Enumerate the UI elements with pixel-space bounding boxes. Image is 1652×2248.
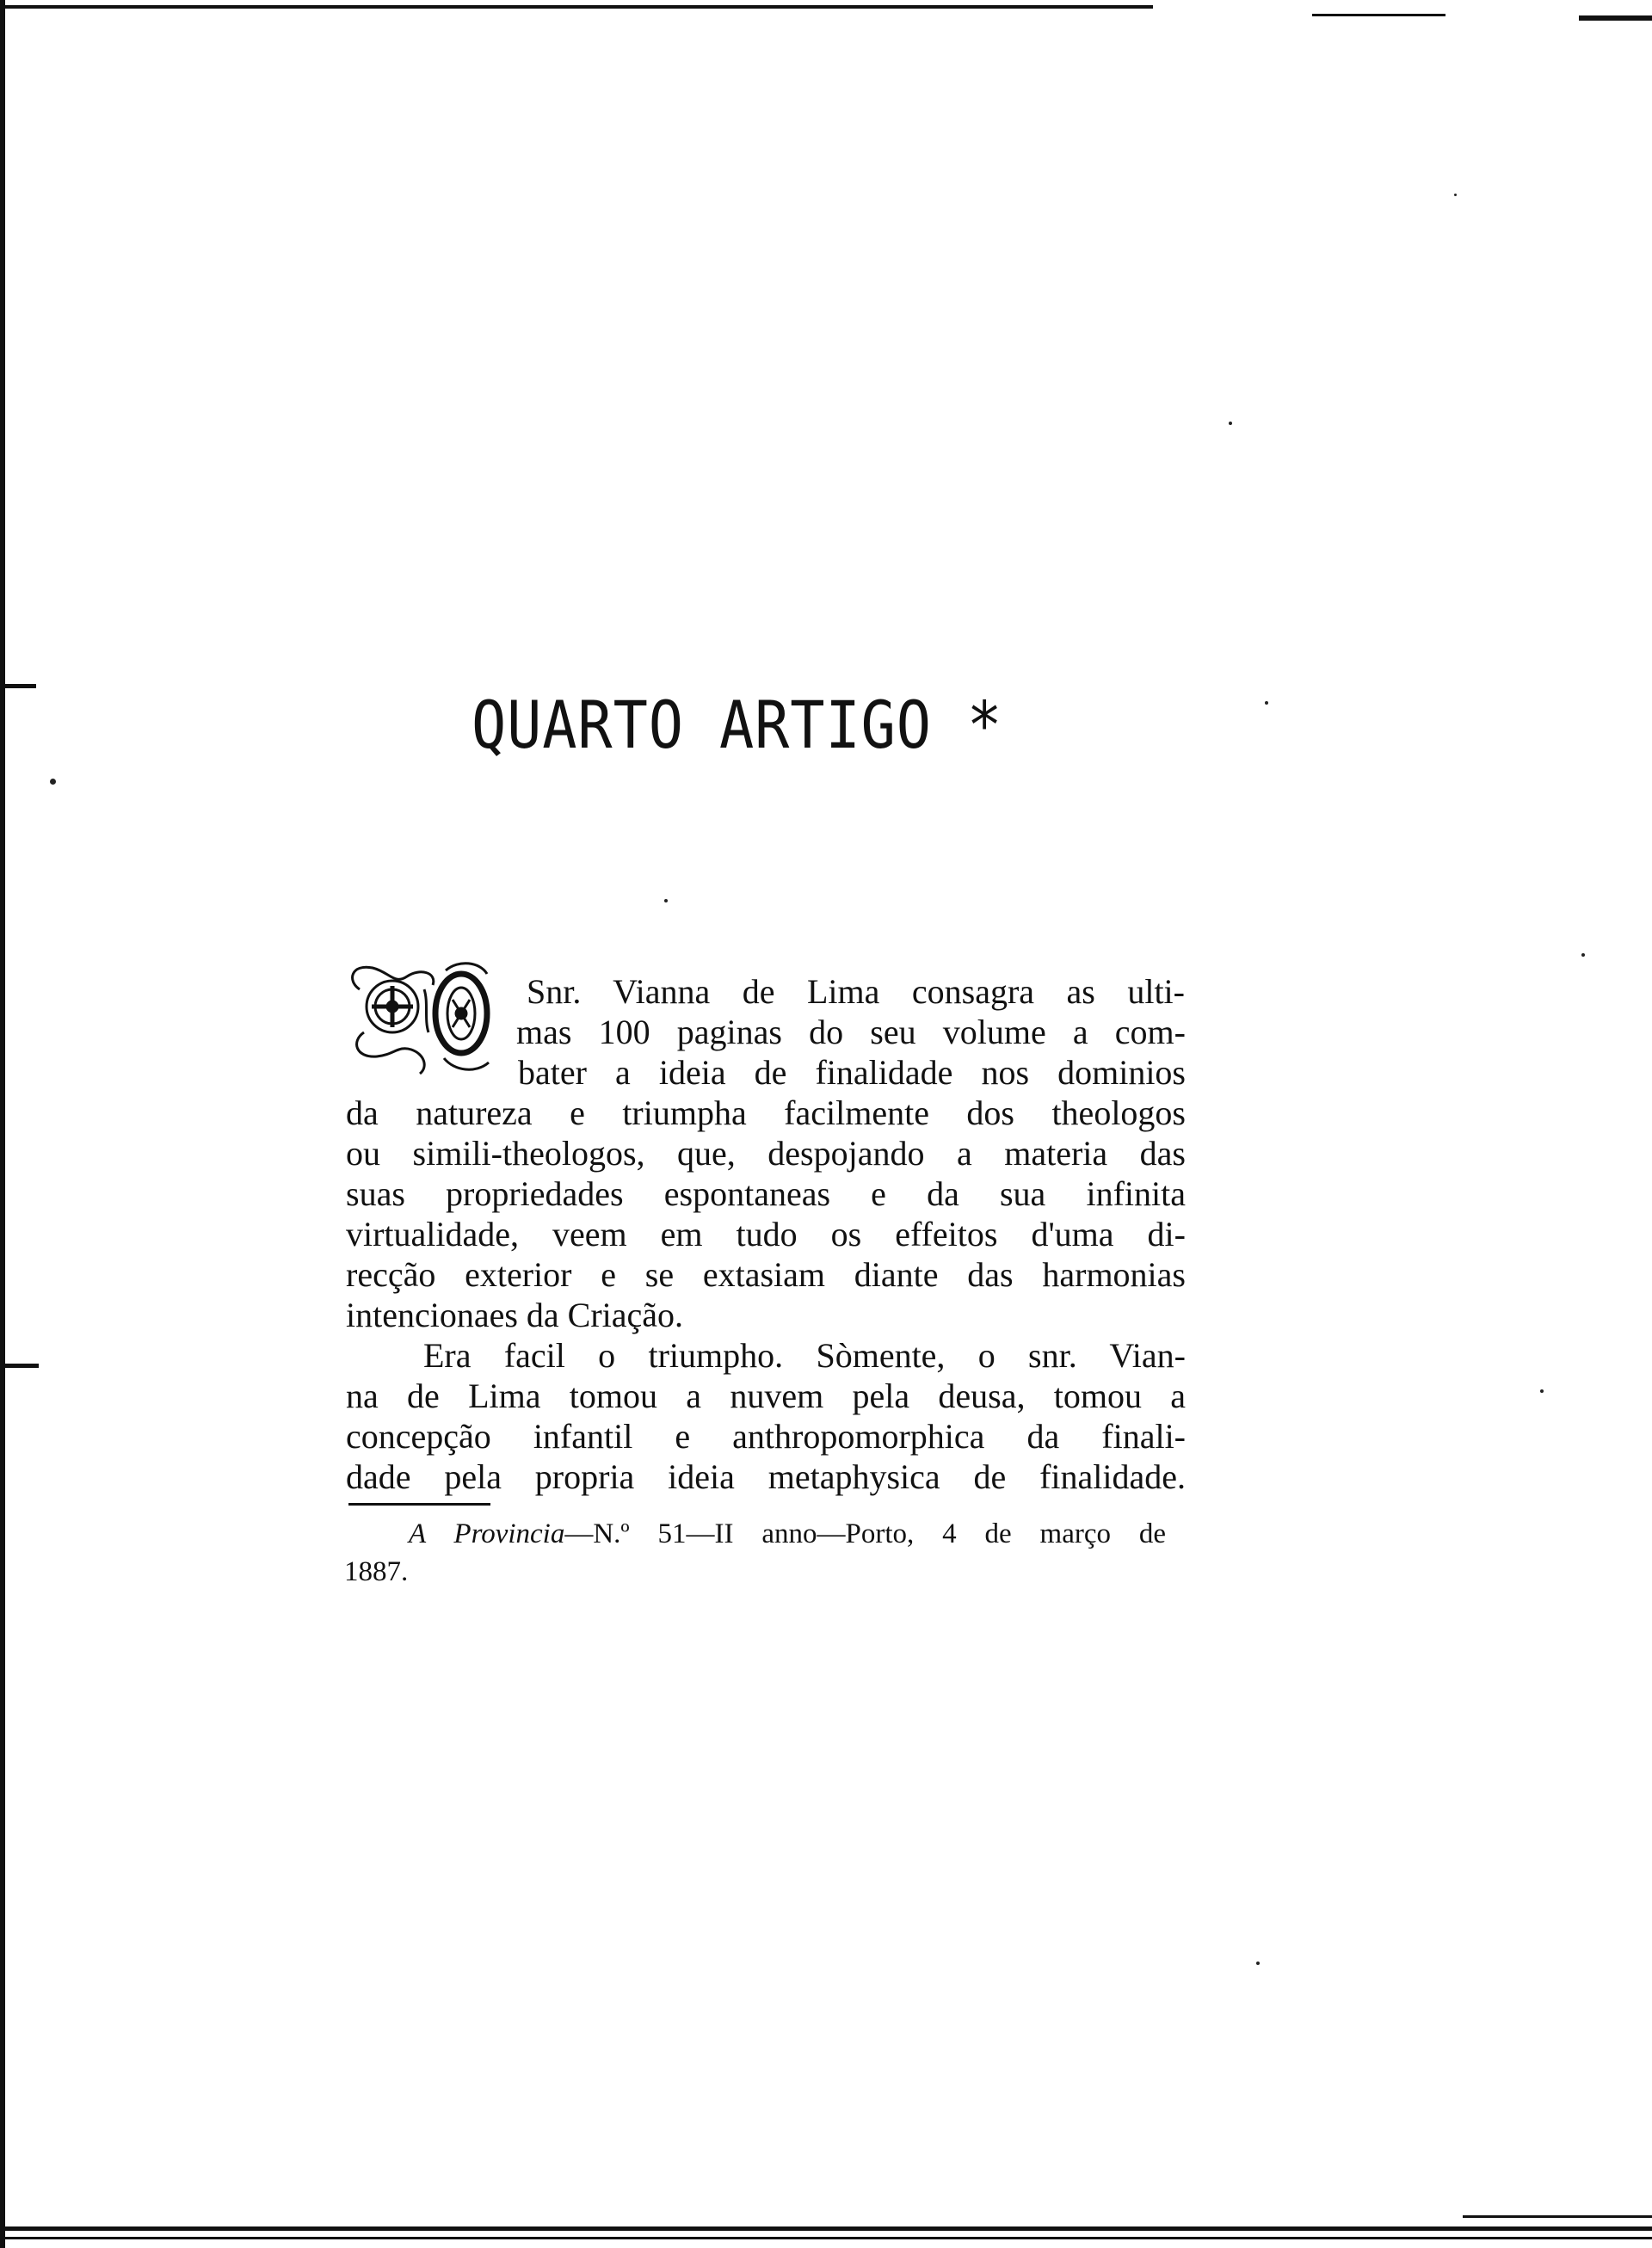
scan-speck	[664, 899, 668, 902]
body-line-7: virtualidade, veem em tudo os effeitos d'uma di-	[346, 1215, 1186, 1253]
scan-speck	[50, 779, 56, 785]
scan-border-bottom	[0, 2237, 1652, 2239]
body-line-8: recção exterior e se extasiam diante das harmonias	[346, 1255, 1186, 1294]
scan-border-top-corner	[1579, 15, 1652, 21]
footnote-citation: —N.º 51—II anno—Porto, 4 de março de	[564, 1518, 1166, 1549]
body-line-3: bater a ideia de finalidade nos dominios	[518, 1053, 1186, 1092]
footnote-line-2: 1887.	[344, 1556, 409, 1587]
scan-speck	[1229, 422, 1232, 425]
scan-speck	[1540, 1389, 1544, 1393]
footnote-line-1	[409, 1516, 1166, 1552]
scan-border-left	[0, 0, 5, 2248]
body-line-13: dade pela propria ideia metaphysica de finalidade.	[346, 1457, 1186, 1496]
scan-border-top	[0, 5, 1153, 9]
body-line-6: suas propriedades espontaneas e da sua infinita	[346, 1174, 1186, 1213]
footnote-rule	[348, 1503, 490, 1506]
scan-speck	[1454, 194, 1457, 196]
scan-border-tick	[0, 684, 36, 688]
body-line-12: concepção infantil e anthropomorphica da finali-	[346, 1417, 1186, 1456]
scan-speck	[1256, 1962, 1260, 1965]
scan-border-bottom	[0, 2226, 1652, 2231]
scan-speck	[1581, 953, 1585, 957]
body-line-4: da natureza e triumpha facilmente dos theologos	[346, 1093, 1186, 1132]
page-title: QUARTO ARTIGO *	[472, 687, 1003, 763]
scan-border-tick	[0, 1364, 39, 1368]
scan-border-bottom-fragment	[1463, 2215, 1652, 2218]
scan-border-top-fragment	[1312, 14, 1446, 16]
footnote-source: A Provincia	[409, 1518, 565, 1549]
ornamental-drop-cap	[342, 955, 515, 1084]
body-line-11: na de Lima tomou a nuvem pela deusa, tomou a	[346, 1377, 1186, 1415]
scan-speck	[1265, 701, 1268, 705]
body-line-5: ou simili-theologos, que, despojando a materia das	[346, 1134, 1186, 1173]
body-line-1: Snr. Vianna de Lima consagra as ulti-	[527, 972, 1185, 1011]
body-line-2: mas 100 paginas do seu volume a com-	[516, 1013, 1186, 1051]
body-line-9: intencionaes da Criação.	[346, 1296, 684, 1334]
body-line-10: Era facil o triumpho. Sòmente, o snr. Vian-	[423, 1336, 1186, 1375]
